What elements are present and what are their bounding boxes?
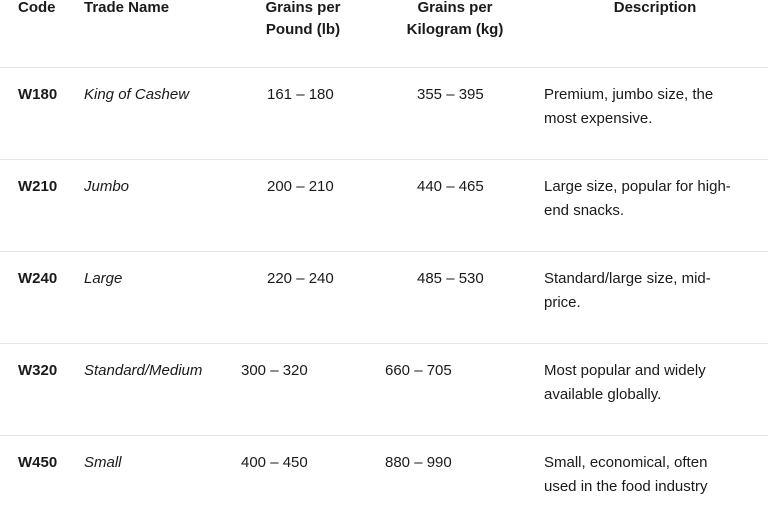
- row-grains-per-kilogram: 355 – 395: [417, 86, 484, 103]
- row-grains-per-pound: 300 – 320: [241, 362, 308, 379]
- row-grains-per-kilogram: 485 – 530: [417, 270, 484, 287]
- row-trade-name: King of Cashew: [84, 86, 190, 103]
- table-row: [0, 68, 768, 160]
- table-row: [0, 252, 768, 344]
- row-description-line2: most expensive.: [544, 110, 653, 127]
- header-description: Description: [613, 0, 697, 16]
- row-code: W180: [18, 86, 58, 103]
- header-code: Code: [18, 0, 56, 16]
- header-grains-per-kilogram-line2: Kilogram (kg): [406, 21, 504, 38]
- table-row: [0, 436, 768, 528]
- row-code: W240: [18, 270, 58, 287]
- header-trade-name: Trade Name: [84, 0, 170, 16]
- row-description-line2: price.: [544, 294, 581, 311]
- header-grains-per-kilogram-line1: Grains per: [417, 0, 493, 16]
- row-grains-per-kilogram: 880 – 990: [385, 454, 452, 471]
- row-trade-name: Jumbo: [84, 178, 130, 195]
- row-description-line1: Most popular and widely: [544, 362, 706, 379]
- row-description-line1: Premium, jumbo size, the: [544, 86, 714, 103]
- header-grains-per-pound-line1: Grains per: [265, 0, 341, 16]
- row-description-line1: Standard/large size, mid-: [544, 270, 711, 287]
- row-code: W320: [18, 362, 58, 379]
- row-description-line2: end snacks.: [544, 202, 625, 219]
- row-grains-per-kilogram: 660 – 705: [385, 362, 452, 379]
- row-grains-per-pound: 161 – 180: [267, 86, 334, 103]
- row-code: W210: [18, 178, 58, 195]
- row-grains-per-pound: 400 – 450: [241, 454, 308, 471]
- row-trade-name: Large: [84, 270, 123, 287]
- row-grains-per-pound: 220 – 240: [267, 270, 334, 287]
- row-description: [544, 359, 759, 407]
- row-trade-name: Small: [84, 454, 122, 471]
- row-description: [544, 175, 759, 223]
- table-row: [0, 344, 768, 436]
- row-description: [544, 451, 759, 499]
- row-description-line2: used in the food industry: [544, 478, 708, 495]
- row-trade-name: Standard/Medium: [84, 362, 203, 379]
- row-description: [544, 267, 759, 315]
- header-grains-per-pound-line2: Pound (lb): [265, 21, 341, 38]
- header-grains-per-kilogram: [380, 0, 530, 41]
- row-description-line1: Small, economical, often: [544, 454, 708, 471]
- row-description-line1: Large size, popular for high-: [544, 178, 731, 195]
- row-description-line2: available globally.: [544, 386, 662, 403]
- table-row: [0, 160, 768, 252]
- row-code: W450: [18, 454, 58, 471]
- row-description: [544, 83, 759, 131]
- header-grains-per-pound: [238, 0, 368, 41]
- row-grains-per-pound: 200 – 210: [267, 178, 334, 195]
- row-grains-per-kilogram: 440 – 465: [417, 178, 484, 195]
